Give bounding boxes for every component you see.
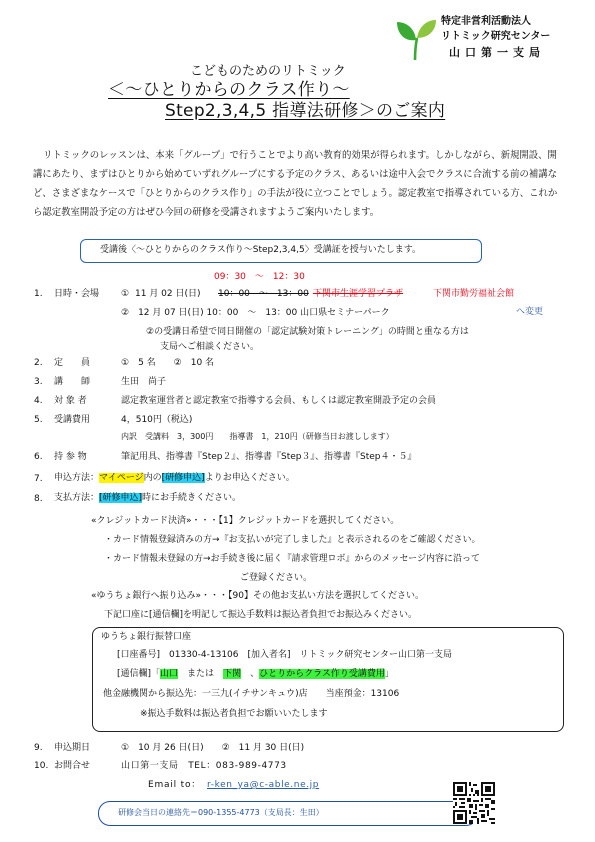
other-bank-info: 他金融機関から振込先：一三九(イチサンキュウ)店 当座預金：13106 [103, 689, 400, 699]
new-time-note: 09：30 ～ 12：30 [214, 272, 305, 282]
item8-tail: 時にお手続きください。 [142, 493, 242, 503]
credit-card-heading: «クレジットカード決済»・・・【1】クレジットカードを選択してください。 [91, 516, 400, 526]
item8-number: 8. [34, 494, 43, 504]
item7-mid: 内の [143, 473, 162, 483]
bank-account: [口座番号] 01330-4-13106 [加入者名] リトミック研究センター山口第一支局 [117, 650, 452, 660]
card-register-note: ご登録ください。 [240, 573, 313, 583]
item2-label: 定 員 [54, 358, 91, 368]
intro-paragraph: リトミックのレッスンは、本来「グループ」で行うことでより高い教育的効果が得られます。しかしながら、新規開設、開講にあたり、まずはひとりから始めていずれグループにする予定のクラス、あるいは途中入会でクラスに合流する前の補講など、さまざまなケースで「ひとりからのクラス作り」の手法が役に立つことでしょう。認定教室で指導されている方、これから認定教室開設予定の方はぜひ今回の研修を受講されますようご案内いたします。 [33, 150, 558, 218]
bank-memo-line [117, 670, 394, 679]
training-apply-link-2[interactable]: [研修申込] [99, 493, 143, 503]
bank-title: ゆうちょ銀行振替口座 [101, 632, 192, 642]
yucho-transfer-note: 下記口座に[通信欄]を明記して振込手数料は振込者負担でお振込みください。 [104, 610, 418, 620]
session2-info: ② 12 月 07 日(日) 10：00 ～ 13：00 山口県セミナーパーク [121, 308, 390, 318]
card-registered-note: ・カード情報登録済みの方→『お支払いが完了しました』と表示されるのをご確認ください。 [104, 535, 481, 545]
title-sub: こどものためのリトミック [190, 64, 346, 79]
item10-number: 10. [34, 761, 49, 771]
item5-breakdown: 内訳 受講料 3，300円 指導書 1，210円（研修当日お渡しします） [121, 432, 394, 441]
item9-label: 申込期日 [54, 743, 91, 753]
item10-label: お問合せ [54, 761, 91, 771]
memo-shimonoseki: 下関 [223, 669, 242, 679]
item10-value: 山口第一支局 TEL：083-989-4773 [121, 761, 287, 771]
memo-yamaguchi: 山口 [160, 669, 179, 679]
title-line2: Step2,3,4,5 指導法研修＞のご案内 [165, 101, 446, 121]
item5-value: 4，510円（税込) [121, 415, 193, 425]
item7-tail: よりお申込ください。 [204, 473, 295, 483]
item3-value: 生田 尚子 [121, 377, 167, 387]
item5-label: 受講費用 [54, 415, 91, 425]
item6-value: 筆記用具、指導書『Step２』、指導書『Step３』、指導書『Step４・５』 [121, 452, 417, 462]
session-note-line1: ②の受講日希望で同日開催の「認定試験対策トレーニング」の時間と重なる方は [146, 327, 469, 337]
item2-number: 2. [34, 358, 43, 368]
email-label: Email to： [148, 780, 202, 790]
item4-label: 対 象 者 [54, 396, 87, 406]
item7-number: 7. [34, 474, 43, 484]
item3-number: 3. [34, 377, 43, 387]
org-name: リトミック研究センター [441, 31, 551, 42]
mypage-link[interactable]: マイページ [99, 473, 144, 483]
training-apply-link[interactable]: [研修申込] [161, 473, 205, 483]
item5-number: 5. [34, 415, 43, 425]
item9-value: ① 10 月 26 日(日) ② 11 月 30 日(日) [121, 743, 305, 753]
session1-date: 11 月 02 日(日) [135, 289, 201, 299]
session-note-line2: 支局へご相談ください。 [160, 342, 260, 352]
memo-end: 」 [384, 669, 394, 679]
card-unregistered-note: ・カード情報未登録の方→お手続き後に届く『請求管理ロボ』からのメッセージ内容に沿って [104, 554, 481, 564]
session1-new-venue: 下関市勤労福祉会館 [433, 289, 515, 299]
item1-label: 日時・会場 [54, 289, 100, 299]
certificate-notice: 受講後〈～ひとりからのクラス作り～Step2,3,4,5〉受講証を授与いたします。 [100, 245, 421, 255]
title-line1: ＜～ひとりからのクラス作り～ [108, 80, 350, 100]
item9-number: 9. [34, 743, 43, 753]
org-type: 特定非営利活動法人 [441, 16, 531, 27]
item8-line [54, 494, 241, 503]
item4-number: 4. [34, 396, 43, 406]
item2-value: ① 5 名 ② 10 名 [121, 358, 215, 368]
item6-number: 6. [34, 452, 43, 462]
day-contact: 研修会当日の連絡先＝090-1355-4773（支局長：生田） [118, 808, 324, 817]
item7-line [54, 474, 295, 483]
memo-or: または [178, 669, 224, 679]
item7-label: 申込方法： [54, 473, 100, 483]
yucho-heading: «ゆうちょ銀行へ振り込み»・・・【90】その他お支払い方法を選択してください。 [91, 591, 424, 601]
memo-sep: 、 [241, 669, 260, 679]
qr-code-icon[interactable] [453, 782, 495, 824]
session1-old-venue: 下関市生涯学習プラザ [313, 289, 404, 299]
venue-change-note: へ変更 [516, 307, 544, 317]
fee-note: ※振込手数料は振込者負担でお願いいたします [140, 709, 328, 719]
item4-value: 認定教室運営者と認定教室で指導する会員、もしくは認定教室開設予定の会員 [121, 396, 437, 406]
item1-number: 1. [34, 289, 43, 299]
org-branch: 山口第一支局 [449, 46, 545, 59]
organization-logo [395, 16, 585, 64]
sprout-logo-icon [395, 16, 437, 60]
memo-label: [通信欄]「 [117, 669, 161, 679]
email-link[interactable]: r-ken_ya@c-able.ne.jp [207, 780, 320, 790]
memo-course: ひとりからクラス作り受講費用 [259, 669, 385, 679]
session1-old-time: 10：00 ～ 13：00 [218, 289, 309, 299]
session1-number: ① [121, 289, 130, 299]
item6-label: 持 参 物 [54, 452, 87, 462]
item8-label: 支払方法： [54, 493, 100, 503]
item3-label: 講 師 [54, 377, 91, 387]
